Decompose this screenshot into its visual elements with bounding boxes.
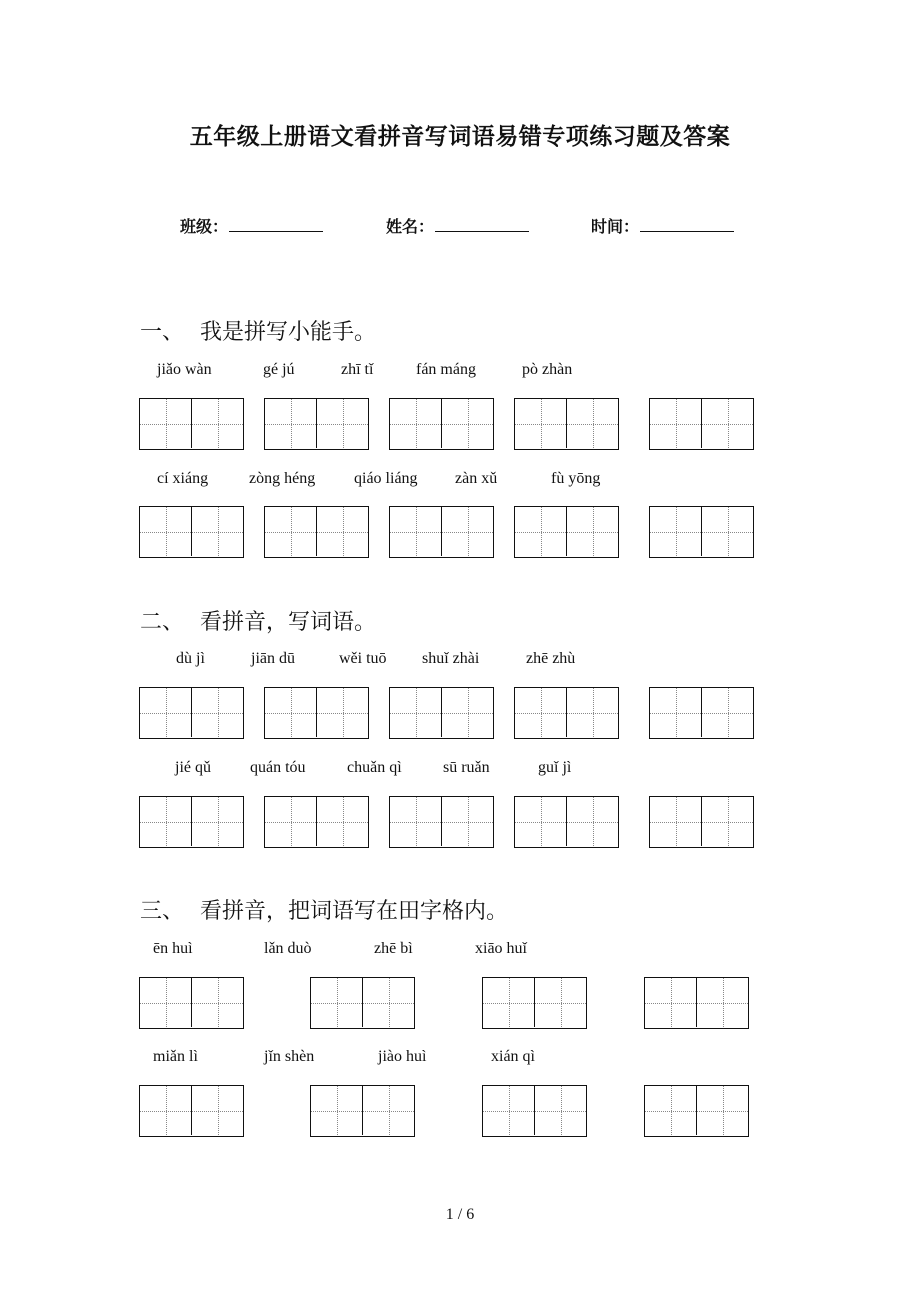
pinyin-label: ēn huì — [153, 940, 193, 957]
grid-cell[interactable] — [515, 399, 566, 448]
writing-grid-box[interactable] — [139, 398, 244, 450]
writing-grid-box[interactable] — [389, 398, 494, 450]
class-label: 班级： — [180, 217, 229, 236]
grid-cell[interactable] — [265, 399, 316, 448]
class-blank[interactable] — [229, 217, 323, 232]
writing-grid-box[interactable] — [482, 1085, 587, 1137]
grid-cell[interactable] — [650, 507, 701, 556]
grid-cell[interactable] — [191, 1086, 243, 1135]
grid-cell[interactable] — [140, 1086, 191, 1135]
writing-grid-box[interactable] — [310, 1085, 415, 1137]
writing-grid-box[interactable] — [644, 977, 749, 1029]
grid-cell[interactable] — [140, 688, 191, 737]
pinyin-label: qiáo liáng — [354, 470, 418, 487]
grid-cell[interactable] — [140, 507, 191, 556]
grid-cell[interactable] — [566, 688, 618, 737]
pinyin-label: zhī tǐ — [341, 361, 374, 378]
writing-grid-box[interactable] — [649, 506, 754, 558]
grid-cell[interactable] — [316, 399, 368, 448]
writing-grid-box[interactable] — [264, 687, 369, 739]
writing-grid-box[interactable] — [514, 506, 619, 558]
section-3-number: 三、 — [140, 899, 185, 924]
section-1-title: 我是拼写小能手。 — [200, 320, 377, 345]
grid-cell[interactable] — [362, 1086, 414, 1135]
grid-cell[interactable] — [701, 399, 753, 448]
writing-grid-box[interactable] — [644, 1085, 749, 1137]
grid-cell[interactable] — [140, 978, 191, 1027]
grid-cell[interactable] — [645, 978, 696, 1027]
pinyin-label: jiào huì — [378, 1048, 427, 1065]
pinyin-label: chuǎn qì — [347, 759, 402, 776]
pinyin-label: cí xiáng — [157, 470, 209, 487]
grid-cell[interactable] — [140, 399, 191, 448]
pinyin-label: dù jì — [176, 650, 205, 667]
section-1-number: 一、 — [140, 320, 185, 345]
grid-cell[interactable] — [362, 978, 414, 1027]
writing-grid-box[interactable] — [389, 796, 494, 848]
name-field — [386, 214, 529, 237]
pinyin-label: zhē bì — [374, 940, 413, 957]
writing-grid-box[interactable] — [310, 977, 415, 1029]
pinyin-label: wěi tuō — [339, 650, 387, 667]
grid-cell[interactable] — [650, 688, 701, 737]
writing-grid-box[interactable] — [139, 1085, 244, 1137]
grid-cell[interactable] — [645, 1086, 696, 1135]
grid-cell[interactable] — [483, 1086, 534, 1135]
time-label: 时间： — [591, 217, 640, 236]
writing-grid-box[interactable] — [389, 687, 494, 739]
section-2-number: 二、 — [140, 610, 185, 635]
grid-cell[interactable] — [515, 507, 566, 556]
pinyin-label: sū ruǎn — [443, 759, 490, 776]
name-blank[interactable] — [435, 217, 529, 232]
grid-cell[interactable] — [441, 688, 493, 737]
pinyin-label: miǎn lì — [153, 1048, 198, 1065]
grid-cell[interactable] — [701, 797, 753, 846]
pinyin-label: zàn xǔ — [455, 470, 498, 487]
pinyin-label: jié qǔ — [175, 759, 211, 776]
writing-grid-box[interactable] — [139, 796, 244, 848]
grid-cell[interactable] — [316, 688, 368, 737]
writing-grid-box[interactable] — [264, 796, 369, 848]
grid-cell[interactable] — [311, 978, 362, 1027]
section-3-heading — [140, 894, 508, 925]
pinyin-label: pò zhàn — [522, 361, 573, 378]
grid-cell[interactable] — [265, 797, 316, 846]
writing-grid-box[interactable] — [264, 506, 369, 558]
grid-cell[interactable] — [534, 1086, 586, 1135]
grid-cell[interactable] — [566, 399, 618, 448]
writing-grid-box[interactable] — [514, 796, 619, 848]
grid-cell[interactable] — [191, 399, 243, 448]
grid-cell[interactable] — [390, 399, 441, 448]
pinyin-label: jǐn shèn — [264, 1048, 315, 1065]
writing-grid-box[interactable] — [139, 977, 244, 1029]
grid-cell[interactable] — [191, 507, 243, 556]
pinyin-label: gé jú — [263, 361, 295, 378]
grid-cell[interactable] — [191, 978, 243, 1027]
grid-cell[interactable] — [650, 399, 701, 448]
grid-cell[interactable] — [701, 507, 753, 556]
pinyin-label: lǎn duò — [264, 940, 312, 957]
grid-cell[interactable] — [515, 797, 566, 846]
section-2-title: 看拼音，写词语。 — [200, 610, 377, 635]
class-field — [180, 214, 323, 237]
grid-cell[interactable] — [311, 1086, 362, 1135]
name-label: 姓名： — [386, 217, 435, 236]
writing-grid-box[interactable] — [264, 398, 369, 450]
grid-cell[interactable] — [316, 797, 368, 846]
grid-cell[interactable] — [483, 978, 534, 1027]
writing-grid-box[interactable] — [482, 977, 587, 1029]
section-2-heading — [140, 605, 376, 636]
grid-cell[interactable] — [701, 688, 753, 737]
pinyin-label: guǐ jì — [538, 759, 572, 776]
pinyin-label: jiǎo wàn — [157, 361, 212, 378]
grid-cell[interactable] — [265, 507, 316, 556]
grid-cell[interactable] — [191, 688, 243, 737]
grid-cell[interactable] — [566, 797, 618, 846]
grid-cell[interactable] — [566, 507, 618, 556]
grid-cell[interactable] — [534, 978, 586, 1027]
pinyin-label: quán tóu — [250, 759, 306, 776]
page-title: 五年级上册语文看拼音写词语易错专项练习题及答案 — [189, 123, 731, 150]
writing-grid-box[interactable] — [649, 398, 754, 450]
pinyin-label: fù yōng — [551, 470, 601, 487]
pinyin-label: shuǐ zhài — [422, 650, 480, 667]
grid-cell[interactable] — [140, 797, 191, 846]
grid-cell[interactable] — [696, 978, 748, 1027]
section-1-heading — [140, 315, 376, 346]
grid-cell[interactable] — [441, 399, 493, 448]
pinyin-label: xiāo huǐ — [475, 940, 527, 957]
grid-cell[interactable] — [390, 688, 441, 737]
grid-cell[interactable] — [191, 797, 243, 846]
writing-grid-box[interactable] — [389, 506, 494, 558]
grid-cell[interactable] — [515, 688, 566, 737]
page-number: 1 / 6 — [445, 1206, 475, 1223]
time-field — [591, 214, 734, 237]
grid-cell[interactable] — [441, 797, 493, 846]
section-3-title: 看拼音，把词语写在田字格内。 — [200, 899, 509, 924]
grid-cell[interactable] — [390, 797, 441, 846]
writing-grid-box[interactable] — [514, 398, 619, 450]
pinyin-label: jiān dū — [251, 650, 295, 667]
writing-grid-box[interactable] — [139, 687, 244, 739]
pinyin-label: xián qì — [491, 1048, 535, 1065]
grid-cell[interactable] — [696, 1086, 748, 1135]
writing-grid-box[interactable] — [139, 506, 244, 558]
writing-grid-box[interactable] — [649, 796, 754, 848]
grid-cell[interactable] — [650, 797, 701, 846]
pinyin-label: zhē zhù — [526, 650, 576, 667]
pinyin-label: zòng héng — [249, 470, 316, 487]
writing-grid-box[interactable] — [649, 687, 754, 739]
time-blank[interactable] — [640, 217, 734, 232]
writing-grid-box[interactable] — [514, 687, 619, 739]
grid-cell[interactable] — [390, 507, 441, 556]
grid-cell[interactable] — [316, 507, 368, 556]
grid-cell[interactable] — [441, 507, 493, 556]
pinyin-label: fán máng — [416, 361, 476, 378]
grid-cell[interactable] — [265, 688, 316, 737]
